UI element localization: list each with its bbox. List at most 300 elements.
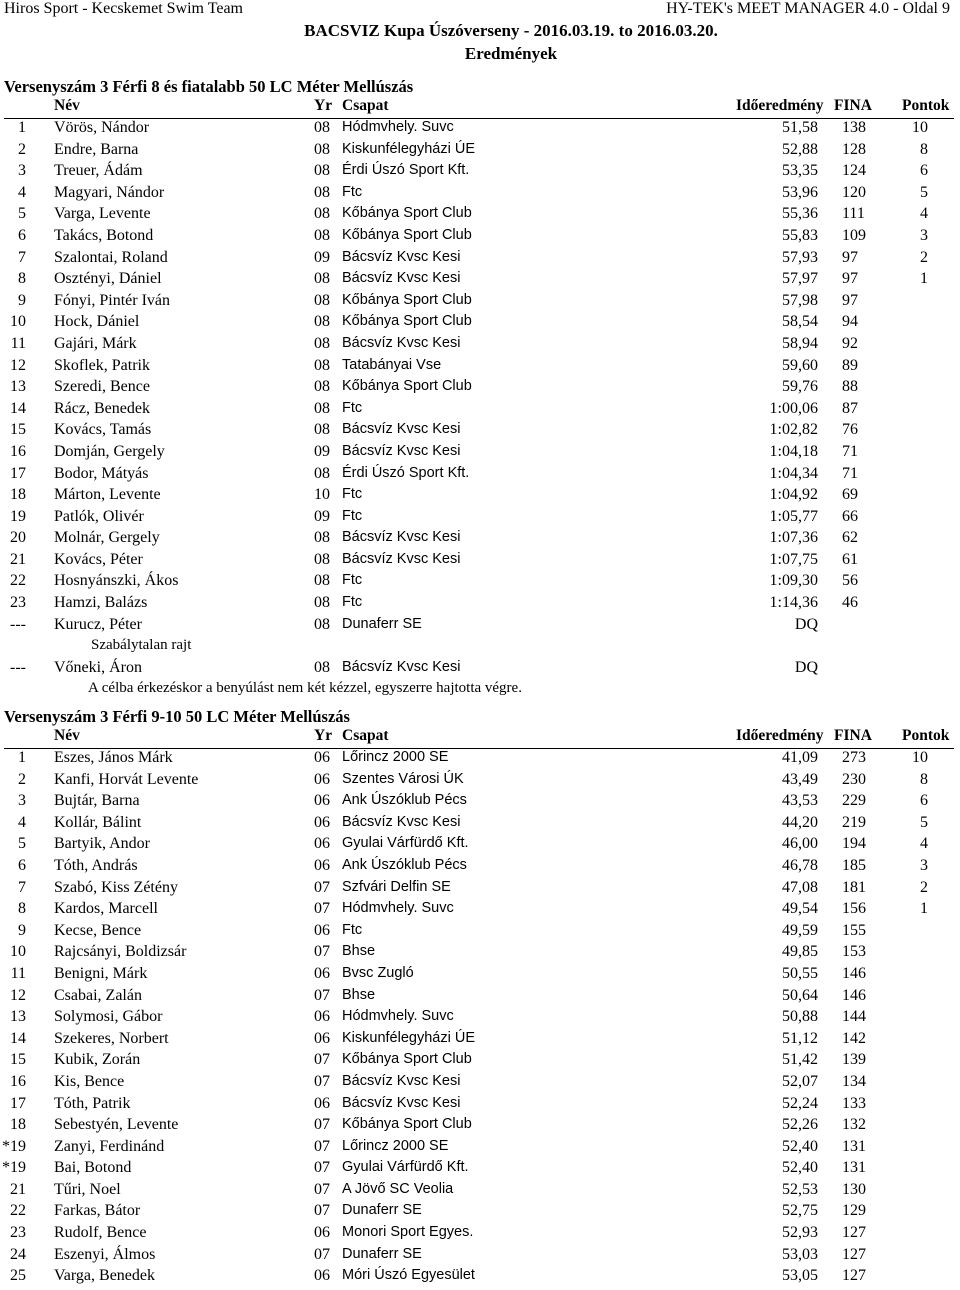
result-yr: 07 [314,1137,330,1155]
result-yr: 08 [314,594,330,612]
result-name: Farkas, Bátor [54,1202,141,1220]
result-row [4,922,944,944]
result-fina: 97 [842,291,858,309]
result-name: Vőneki, Áron [54,658,142,676]
result-yr: 07 [314,1180,330,1198]
result-row [4,529,944,551]
column-header-fina: FINA [834,97,872,114]
result-name: Endre, Barna [54,140,139,158]
result-fina: 92 [842,334,858,352]
result-team: Bácsvíz Kvsc Kesi [342,813,461,830]
result-fina: 88 [842,378,858,396]
result-team: Érdi Úszó Sport Kft. [342,464,470,481]
result-place: 4 [18,183,26,201]
note-text: A célba érkezéskor a benyúlást nem két kézzel, egyszerre hajtotta végre. [88,680,522,697]
result-time: 43,53 [782,792,818,810]
result-place: 15 [10,1051,26,1069]
result-yr: 08 [314,291,330,309]
result-yr: 08 [314,356,330,374]
result-name: Kecse, Bence [54,921,142,939]
result-yr: 06 [314,792,330,810]
result-pts: 1 [920,270,928,288]
result-fina: 89 [842,356,858,374]
result-name: Márton, Levente [54,486,161,504]
result-yr: 07 [314,1072,330,1090]
result-fina: 124 [842,162,866,180]
result-team: Szentes Városi ÚK [342,770,464,787]
result-name: Magyari, Nándor [54,183,165,201]
result-yr: 06 [314,813,330,831]
result-row [4,857,944,879]
result-time: 49,59 [782,921,818,939]
result-yr: 09 [314,248,330,266]
result-yr: 07 [314,1202,330,1220]
result-team: Hódmvhely. Suvc [342,900,454,917]
result-row [4,1073,944,1095]
result-fina: 129 [842,1202,866,1220]
result-fina: 185 [842,856,866,874]
result-yr: 08 [314,334,330,352]
result-team: Ftc [342,921,363,938]
result-yr: 07 [314,986,330,1004]
result-row [4,900,944,922]
result-yr: 06 [314,835,330,853]
result-fina: 128 [842,140,866,158]
result-yr: 08 [314,399,330,417]
result-time: 1:05,77 [769,507,818,525]
result-row [4,400,944,422]
column-header-pts: Pontok [902,727,950,744]
column-header-name: Név [54,727,80,744]
result-row [4,835,944,857]
result-place: 1 [18,119,26,136]
result-pts: 2 [920,878,928,896]
result-place: --- [10,658,26,676]
result-time: 41,09 [782,749,818,766]
result-time: 50,64 [782,986,818,1004]
event-title: Versenyszám 3 Férfi 8 és fiatalabb 50 LC Méter Mellúszás [4,77,414,96]
result-row [4,1138,944,1160]
result-place: 2 [18,770,26,788]
result-name: Szeredi, Bence [54,378,150,396]
column-header-fina: FINA [834,727,872,744]
result-row [4,792,944,814]
page-header [0,0,960,20]
result-place: 21 [10,1180,26,1198]
result-place: 8 [18,900,26,918]
result-fina: 144 [842,1008,866,1026]
result-team: Gyulai Várfürdő Kft. [342,1159,469,1176]
result-name: Eszes, János Márk [54,749,173,766]
result-time: 49,85 [782,943,818,961]
result-row [4,292,944,314]
result-row [4,1030,944,1052]
result-place: 25 [10,1267,26,1285]
result-place: 10 [10,943,26,961]
result-yr: 06 [314,964,330,982]
result-name: Kovács, Tamás [54,421,152,439]
result-row [4,443,944,465]
result-name: Kollár, Bálint [54,813,142,831]
result-yr: 07 [314,900,330,918]
result-name: Benigni, Márk [54,964,148,982]
result-team: Ftc [342,594,363,611]
result-fina: 87 [842,399,858,417]
result-place: 16 [10,442,26,460]
result-name: Bodor, Mátyás [54,464,149,482]
result-fina: 229 [842,792,866,810]
result-team: Bácsvíz Kvsc Kesi [342,550,461,567]
event-title: Versenyszám 3 Férfi 9-10 50 LC Méter Mellúszás [4,707,350,726]
result-team: Szfvári Delfin SE [342,878,451,895]
result-time: 57,98 [782,291,818,309]
result-team: Dunaferr SE [342,1245,422,1262]
result-time: 52,40 [782,1137,818,1155]
result-row [4,1202,944,1224]
result-yr: 08 [314,140,330,158]
result-team: Bhse [342,943,376,960]
result-place: 3 [18,792,26,810]
result-team: Bácsvíz Kvsc Kesi [342,529,461,546]
result-fina: 69 [842,486,858,504]
results-title: Eredmények [464,44,558,63]
result-yr: 07 [314,1116,330,1134]
note-text: Szabálytalan rajt [91,637,192,654]
result-name: Kovács, Péter [54,550,143,568]
result-time: 46,00 [782,835,818,853]
column-header-row [4,97,954,119]
result-yr: 08 [314,205,330,223]
result-place: 2 [18,140,26,158]
result-team: Ftc [342,399,363,416]
result-pts: 4 [920,835,928,853]
result-place: 18 [10,486,26,504]
result-name: Fónyi, Pintér Iván [54,291,170,309]
result-place: 6 [18,856,26,874]
result-row [4,771,944,793]
result-time: DQ [794,615,818,633]
result-place: 5 [18,835,26,853]
result-time: 57,93 [782,248,818,266]
result-fina: 132 [842,1116,866,1134]
result-fina: 97 [842,248,858,266]
result-row [4,421,944,443]
result-yr: 06 [314,1008,330,1026]
result-team: Ftc [342,183,363,200]
result-row [4,616,944,638]
result-place: 14 [10,399,26,417]
result-time: 1:04,92 [769,486,818,504]
result-fina: 56 [842,572,858,590]
result-fina: 131 [842,1137,866,1155]
result-team: Ank Úszóklub Pécs [342,792,467,809]
result-name: Sebestyén, Levente [54,1116,179,1134]
result-row [4,1159,944,1181]
result-team: Gyulai Várfürdő Kft. [342,835,469,852]
result-team: Ftc [342,507,363,524]
result-team: Dunaferr SE [342,615,422,632]
result-yr: 08 [314,119,330,136]
result-row [4,141,944,163]
result-time: 47,08 [782,878,818,896]
result-time: 52,26 [782,1116,818,1134]
result-place: 11 [10,334,26,352]
result-yr: 08 [314,162,330,180]
result-name: Hosnyánszki, Ákos [54,572,179,590]
result-team: Bácsvíz Kvsc Kesi [342,248,461,265]
result-pts: 8 [920,770,928,788]
result-fina: 127 [842,1267,866,1285]
result-yr: 06 [314,1029,330,1047]
result-fina: 134 [842,1072,866,1090]
result-row [4,486,944,508]
result-place: 22 [10,1202,26,1220]
result-pts: 1 [920,900,928,918]
result-time: 52,07 [782,1072,818,1090]
result-yr: 08 [314,529,330,547]
result-place: *19 [2,1137,26,1155]
result-fina: 66 [842,507,858,525]
result-fina: 97 [842,270,858,288]
result-row [4,965,944,987]
result-yr: 06 [314,921,330,939]
result-team: Bácsvíz Kvsc Kesi [342,334,461,351]
result-fina: 71 [842,464,858,482]
result-time: 55,36 [782,205,818,223]
result-team: Lőrincz 2000 SE [342,749,449,765]
result-row [4,205,944,227]
result-yr: 08 [314,378,330,396]
column-header-pts: Pontok [902,97,950,114]
column-header-time: Időeredmény [736,727,824,744]
result-fina: 146 [842,964,866,982]
result-yr: 08 [314,183,330,201]
result-place: 23 [10,1224,26,1242]
result-yr: 08 [314,270,330,288]
result-place: 18 [10,1116,26,1134]
result-pts: 2 [920,248,928,266]
result-team: Kőbánya Sport Club [342,291,472,308]
result-time: 1:07,75 [769,550,818,568]
result-row [4,1116,944,1138]
result-team: Ank Úszóklub Pécs [342,856,467,873]
result-yr: 07 [314,878,330,896]
result-time: 1:00,06 [769,399,818,417]
result-name: Zanyi, Ferdinánd [54,1137,165,1155]
result-place: 9 [18,291,26,309]
result-time: DQ [794,658,818,676]
result-fina: 153 [842,943,866,961]
result-team: Érdi Úszó Sport Kft. [342,162,470,179]
result-yr: 06 [314,1224,330,1242]
result-name: Rajcsányi, Boldizsár [54,943,187,961]
result-fina: 109 [842,226,866,244]
result-place: 9 [18,921,26,939]
column-header-yr: Yr [314,727,333,744]
result-time: 59,76 [782,378,818,396]
result-place: 16 [10,1072,26,1090]
result-fina: 219 [842,813,866,831]
result-name: Osztényi, Dániel [54,270,162,288]
result-yr: 08 [314,464,330,482]
result-pts: 4 [920,205,928,223]
result-fina: 76 [842,421,858,439]
result-row [4,1181,944,1203]
result-row [4,357,944,379]
result-place: 12 [10,356,26,374]
result-name: Treuer, Ádám [54,162,143,180]
result-row [4,465,944,487]
result-time: 58,54 [782,313,818,331]
result-place: 13 [10,1008,26,1026]
result-yr: 06 [314,1267,330,1285]
team-name: Hiros Sport - Kecskemet Swim Team [4,0,243,17]
software-page-label: HY-TEK's MEET MANAGER 4.0 - Oldal 9 [666,0,950,17]
result-fina: 62 [842,529,858,547]
result-time: 51,12 [782,1029,818,1047]
result-yr: 08 [314,550,330,568]
column-header-team: Csapat [342,97,389,114]
result-row [4,749,944,771]
result-name: Varga, Benedek [54,1267,155,1285]
result-team: Kőbánya Sport Club [342,226,472,243]
result-name: Hock, Dániel [54,313,140,331]
result-fina: 138 [842,119,866,136]
result-name: Tóth, András [54,856,138,874]
result-fina: 111 [842,205,865,223]
result-row [4,943,944,965]
result-place: 20 [10,529,26,547]
result-yr: 07 [314,1159,330,1177]
result-fina: 127 [842,1224,866,1242]
result-time: 1:09,30 [769,572,818,590]
column-header-yr: Yr [314,97,333,114]
result-place: 8 [18,270,26,288]
result-place: 19 [10,507,26,525]
result-time: 50,55 [782,964,818,982]
result-fina: 273 [842,749,866,766]
result-time: 51,42 [782,1051,818,1069]
result-yr: 08 [314,658,330,676]
result-row [4,572,944,594]
result-yr: 06 [314,1094,330,1112]
result-row [4,1051,944,1073]
result-place: *19 [2,1159,26,1177]
result-name: Szekeres, Norbert [54,1029,169,1047]
result-row [4,1224,944,1246]
result-fina: 194 [842,835,866,853]
result-name: Patlók, Olivér [54,507,144,525]
result-place: 10 [10,313,26,331]
result-row [4,249,944,271]
result-time: 51,58 [782,119,818,136]
result-name: Eszenyi, Álmos [54,1245,156,1263]
result-fina: 71 [842,442,858,460]
result-pts: 8 [920,140,928,158]
result-place: 7 [18,878,26,896]
result-yr: 06 [314,749,330,766]
result-fina: 142 [842,1029,866,1047]
result-name: Skoflek, Patrik [54,356,150,374]
result-row [4,594,944,616]
result-fina: 94 [842,313,858,331]
result-team: Monori Sport Egyes. [342,1224,474,1241]
result-name: Varga, Levente [54,205,151,223]
result-team: Kőbánya Sport Club [342,1116,472,1133]
result-team: Bácsvíz Kvsc Kesi [342,1094,461,1111]
result-time: 57,97 [782,270,818,288]
result-place: 17 [10,1094,26,1112]
result-time: 52,24 [782,1094,818,1112]
result-team: Lőrincz 2000 SE [342,1137,449,1154]
result-name: Takács, Botond [54,226,154,244]
result-pts: 5 [920,813,928,831]
result-time: 52,53 [782,1180,818,1198]
result-time: 53,05 [782,1267,818,1285]
result-fina: 133 [842,1094,866,1112]
result-note [4,637,944,659]
result-name: Szalontai, Roland [54,248,168,266]
result-team: Bácsvíz Kvsc Kesi [342,442,461,459]
result-team: Kiskunfélegyházi ÚE [342,1029,475,1046]
result-row [4,1095,944,1117]
result-fina: 181 [842,878,866,896]
result-pts: 3 [920,226,928,244]
result-time: 49,54 [782,900,818,918]
result-time: 43,49 [782,770,818,788]
result-place: 22 [10,572,26,590]
result-team: Dunaferr SE [342,1202,422,1219]
result-yr: 08 [314,572,330,590]
result-pts: 10 [912,749,928,766]
result-team: Kőbánya Sport Club [342,378,472,395]
result-row [4,879,944,901]
result-time: 1:07,36 [769,529,818,547]
result-row [4,814,944,836]
result-name: Bujtár, Barna [54,792,140,810]
result-row [4,551,944,573]
result-team: Bvsc Zugló [342,964,414,981]
result-team: Kőbánya Sport Club [342,205,472,222]
result-time: 1:04,34 [769,464,818,482]
result-row [4,987,944,1009]
result-time: 55,83 [782,226,818,244]
column-header-team: Csapat [342,727,389,744]
result-time: 59,60 [782,356,818,374]
result-pts: 3 [920,856,928,874]
result-name: Gajári, Márk [54,334,137,352]
result-time: 52,93 [782,1224,818,1242]
result-row [4,659,944,681]
result-row [4,313,944,335]
meet-title: BACSVIZ Kupa Úszóverseny - 2016.03.19. to 2016.03.20. [304,21,718,40]
result-team: Kőbánya Sport Club [342,1051,472,1068]
result-row [4,508,944,530]
result-team: Bácsvíz Kvsc Kesi [342,421,461,438]
result-yr: 08 [314,421,330,439]
result-row [4,1246,944,1268]
result-name: Solymosi, Gábor [54,1008,163,1026]
result-yr: 09 [314,442,330,460]
result-team: Ftc [342,486,363,503]
result-row [4,162,944,184]
result-place: 12 [10,986,26,1004]
result-name: Molnár, Gergely [54,529,160,547]
result-yr: 08 [314,226,330,244]
result-fina: 61 [842,550,858,568]
result-name: Kis, Bence [54,1072,125,1090]
result-yr: 10 [314,486,330,504]
